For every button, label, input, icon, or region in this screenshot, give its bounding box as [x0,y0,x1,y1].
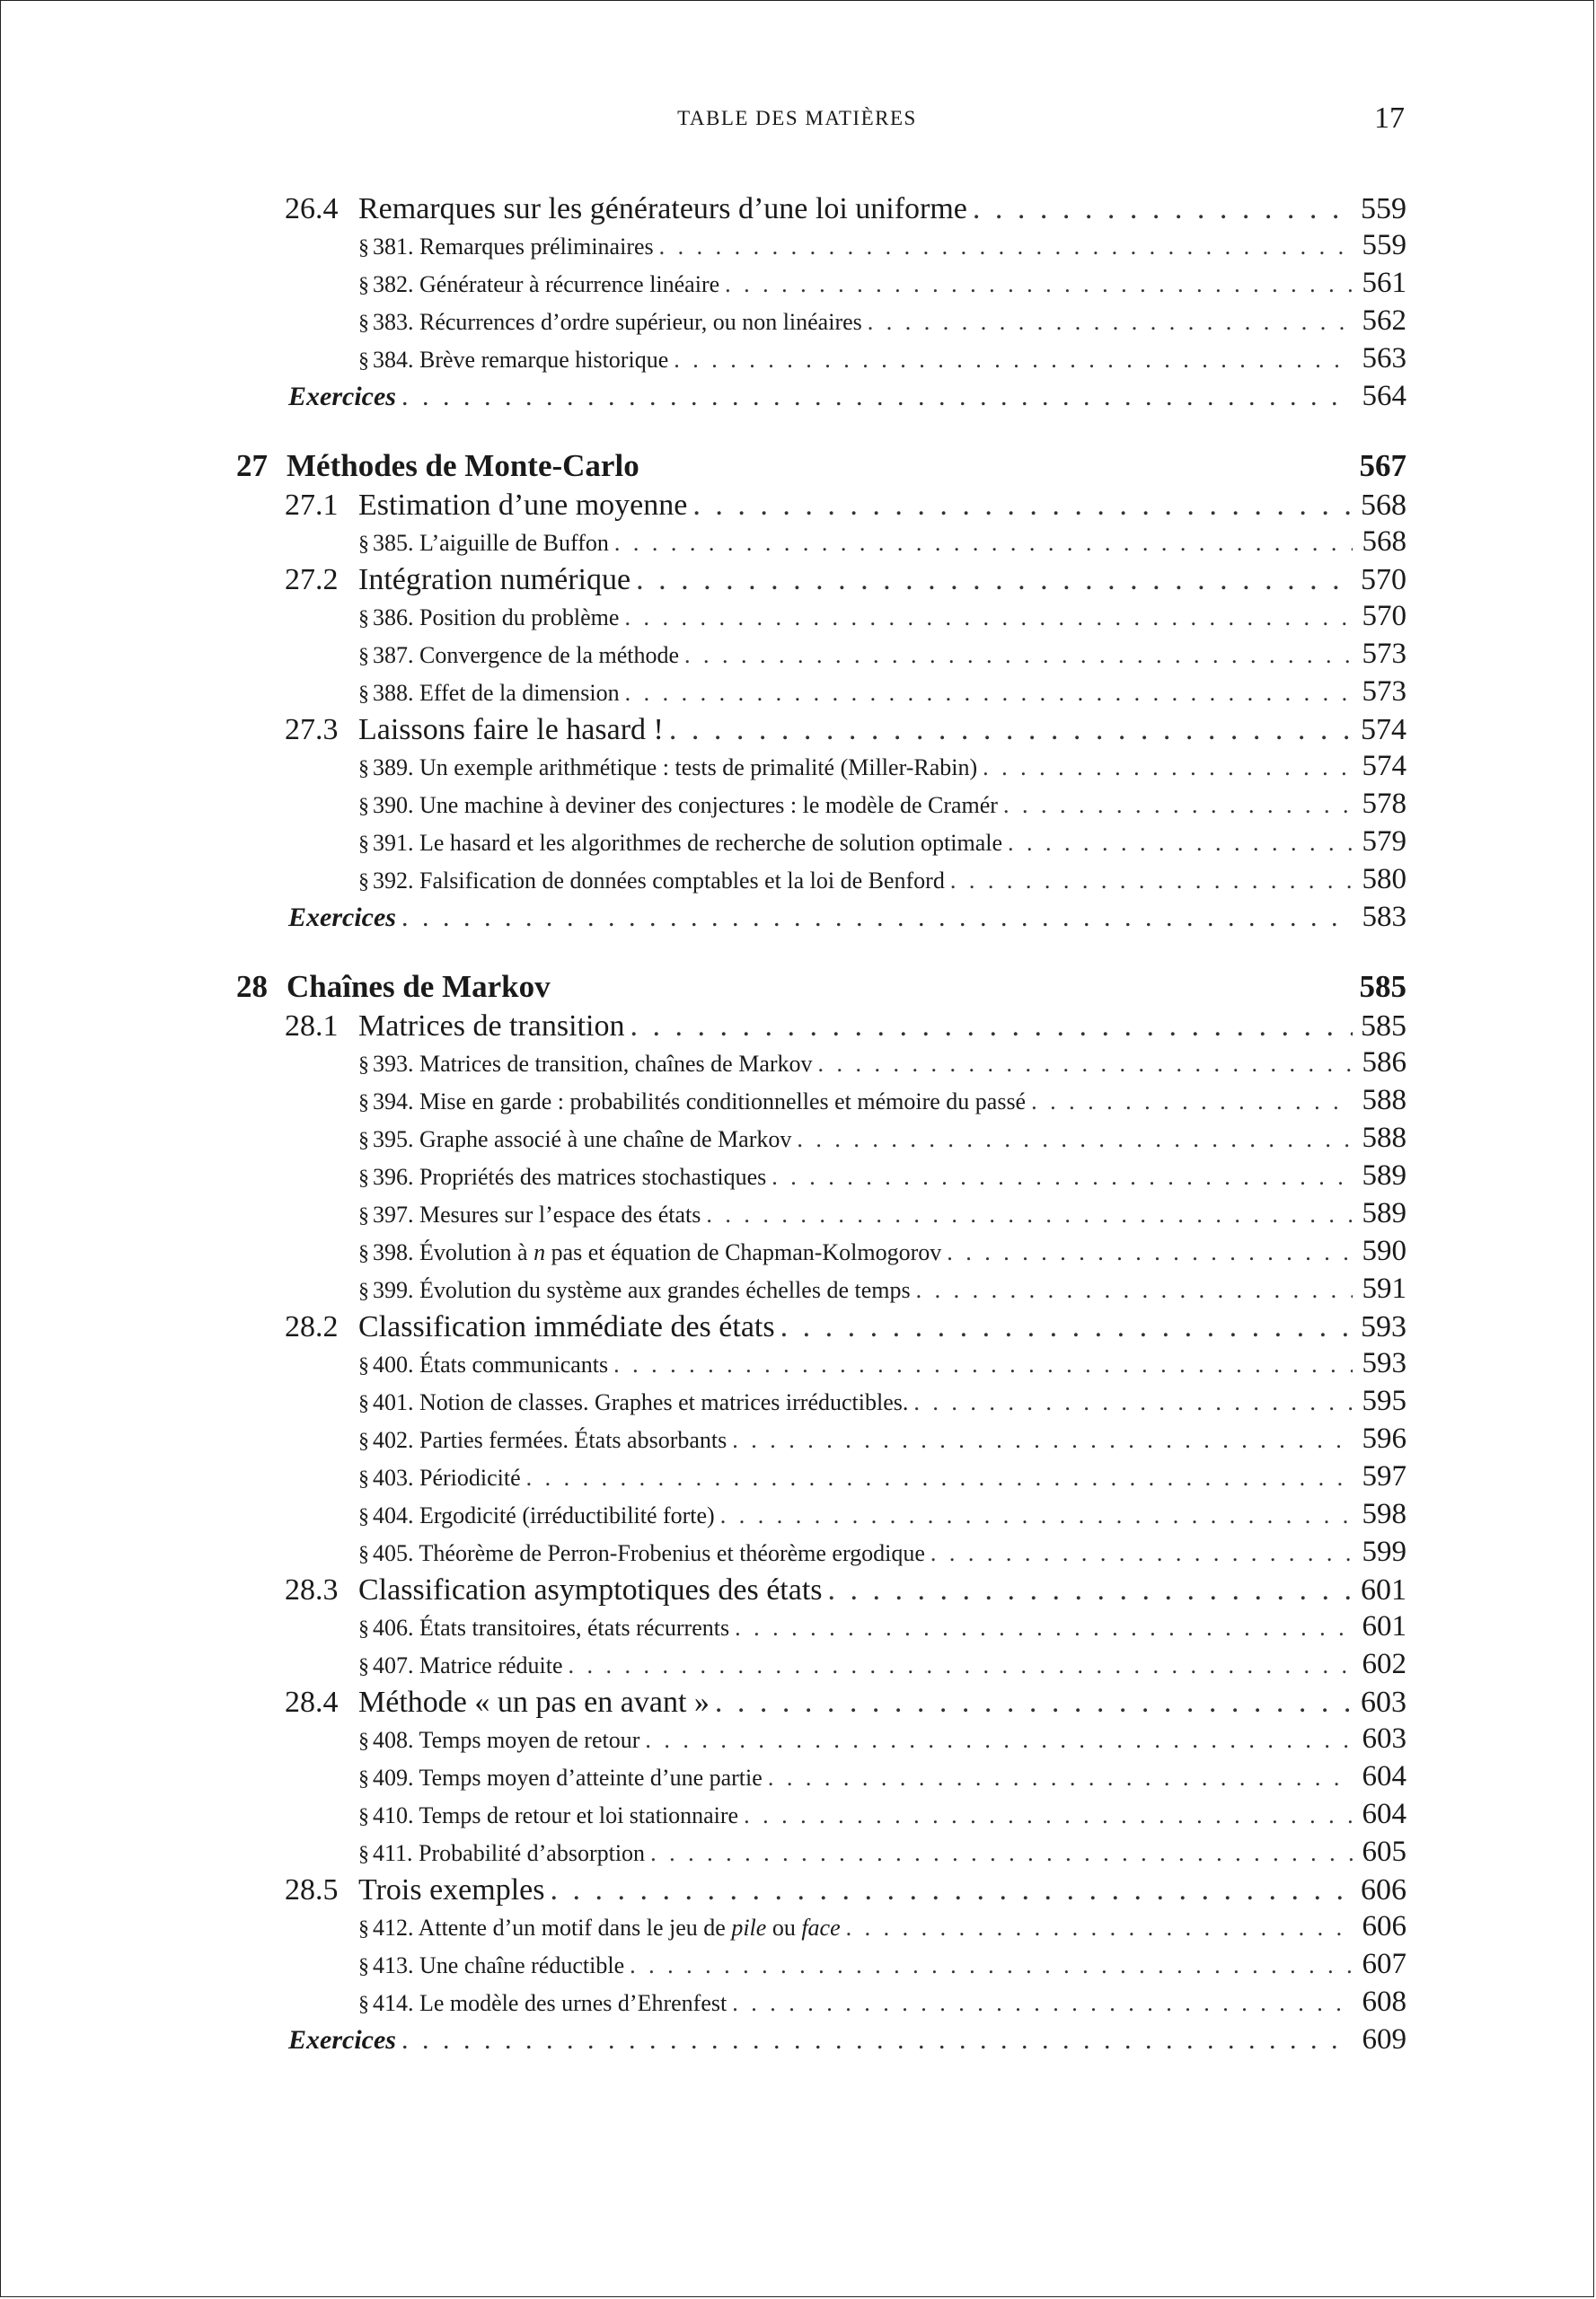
dot-leader [727,1427,1353,1454]
page-ref: 559 [1362,229,1406,261]
section-sign: § [358,1167,369,1190]
paragraph-title-start: 398. Évolution à [373,1239,534,1265]
paragraph-title: 393. Matrices de transition, chaînes de Markov [373,1051,813,1077]
paragraph-title: 387. Convergence de la méthode [373,642,680,668]
page-ref: 578 [1362,788,1406,820]
page-ref: 601 [1361,1573,1406,1607]
page-ref: 603 [1362,1722,1406,1755]
section-sign: § [358,533,369,556]
page-ref: 588 [1362,1084,1406,1116]
section-number: 28.2 [285,1310,339,1343]
page-ref: 568 [1362,525,1406,558]
toc-paragraph-409[interactable] [236,1760,1406,1798]
toc-section-28-4[interactable] [236,1686,1406,1722]
page-ref: 599 [1362,1536,1406,1568]
dot-leader [619,604,1353,631]
page-number: 17 [1374,101,1405,135]
section-sign: § [358,795,369,818]
section-sign: § [358,645,369,668]
dot-leader [620,680,1353,707]
paragraph-title: 410. Temps de retour et loi stationnaire [373,1802,739,1828]
paragraph-title-start: 412. Attente d’un motif dans le jeu de [373,1915,732,1941]
toc-paragraph-388[interactable] [236,675,1406,713]
toc-paragraph-402[interactable] [236,1423,1406,1460]
section-sign: § [358,1467,369,1491]
section-sign: § [358,1505,369,1528]
toc-chapter-27[interactable] [236,448,1406,489]
section-sign: § [358,349,369,373]
page-ref: 609 [1362,2023,1406,2056]
section-number: 28.1 [285,1009,339,1043]
emphasis-pile: pile [731,1915,767,1941]
page-ref: 574 [1361,713,1406,746]
dot-leader [727,1990,1353,2017]
page-ref: 595 [1362,1385,1406,1417]
paragraph-title: 413. Une chaîne réductible [373,1952,625,1978]
toc-section-27-2[interactable] [236,563,1406,600]
dot-leader [563,1652,1353,1679]
toc-paragraph-383[interactable] [236,304,1406,342]
toc-paragraph-393[interactable] [236,1046,1406,1084]
dot-leader [679,642,1353,669]
paragraph-title: 403. Périodicité [373,1465,521,1491]
page-ref: 585 [1359,969,1406,1004]
chapter-title: Chaînes de Markov [287,969,551,1004]
dot-leader [766,1164,1353,1191]
section-number: 28.3 [285,1573,339,1607]
toc-paragraph-397[interactable] [236,1197,1406,1235]
toc-paragraph-396[interactable] [236,1159,1406,1197]
toc-paragraph-389[interactable] [236,750,1406,788]
page-ref: 590 [1362,1235,1406,1267]
paragraph-title: 386. Position du problème [373,604,620,630]
page-ref: 585 [1361,1009,1406,1043]
running-head [1,101,1593,137]
section-sign: § [358,757,369,780]
page-ref: 568 [1361,489,1406,522]
dot-leader [977,754,1353,781]
toc-paragraph-408[interactable] [236,1722,1406,1760]
section-title: Trois exemples [358,1873,545,1907]
toc-paragraph-381[interactable] [236,229,1406,267]
dot-leader [701,1202,1353,1229]
toc-paragraph-390[interactable] [236,788,1406,825]
toc-paragraph-414[interactable] [236,1986,1406,2023]
dot-leader [945,868,1353,894]
page-ref: 604 [1362,1798,1406,1830]
section-sign: § [358,1917,369,1941]
section-number: 27.2 [285,563,339,596]
toc-paragraph-391[interactable] [236,825,1406,863]
toc-paragraph-386[interactable] [236,600,1406,638]
section-sign: § [358,1242,369,1265]
dot-leader [624,1009,1353,1044]
page-ref: 606 [1361,1873,1406,1907]
chapter-number: 28 [236,969,268,1004]
page-ref: 598 [1362,1498,1406,1530]
section-sign: § [358,607,369,630]
dot-leader [521,1465,1353,1492]
toc-paragraph-405[interactable] [236,1536,1406,1573]
section-sign: § [358,832,369,856]
dot-leader [654,233,1353,260]
page-ref: 564 [1362,380,1406,412]
dot-leader [729,1615,1353,1642]
section-sign: § [358,1655,369,1678]
dot-leader [544,1873,1353,1907]
section-title: Remarques sur les générateurs d’une loi uniforme [358,192,967,225]
section-title: Matrices de transition [358,1009,625,1043]
dot-leader [967,192,1353,226]
dot-leader [710,1686,1353,1720]
toc-paragraph-398[interactable] [236,1235,1406,1273]
chapter-title: Méthodes de Monte-Carlo [287,448,639,483]
paragraph-title: 400. États communicants [373,1352,609,1378]
dot-leader [841,1915,1353,1942]
toc-paragraph-413[interactable] [236,1948,1406,1986]
toc-paragraph-392[interactable] [236,863,1406,901]
section-number: 26.4 [285,192,339,225]
page-ref: 603 [1361,1686,1406,1719]
toc-section-28-2[interactable] [236,1310,1406,1347]
toc-exercises-26[interactable] [236,380,1406,418]
section-sign: § [358,1354,369,1378]
section-sign: § [358,1843,369,1866]
section-title: Laissons faire le hasard ! [358,713,664,746]
toc-paragraph-403[interactable] [236,1460,1406,1498]
dot-leader [630,563,1353,597]
paragraph-title: 381. Remarques préliminaires [373,233,654,260]
page-ref: 606 [1362,1910,1406,1942]
dot-leader [763,1765,1353,1792]
emphasis-face: face [801,1915,841,1941]
dot-leader [862,309,1353,336]
section-title: Estimation d’une moyenne [358,489,688,522]
dot-leader [998,792,1353,819]
paragraph-title: 402. Parties fermées. États absorbants [373,1427,727,1453]
toc-chapter-28[interactable] [236,969,1406,1009]
toc-paragraph-412[interactable] [236,1910,1406,1948]
page-ref: 573 [1362,638,1406,670]
dot-leader [925,1540,1353,1567]
page-ref: 561 [1362,267,1406,299]
dot-leader [609,530,1353,557]
paragraph-title: 385. L’aiguille de Buffon [373,530,609,556]
section-sign: § [358,1091,369,1114]
section-sign: § [358,1805,369,1828]
page-ref: 604 [1362,1760,1406,1793]
dot-leader [791,1126,1353,1153]
toc-section-28-1[interactable] [236,1009,1406,1046]
section-title: Intégration numérique [358,563,631,596]
dot-leader [719,271,1353,298]
page-ref: 597 [1362,1460,1406,1493]
toc-paragraph-382[interactable] [236,267,1406,304]
page-ref: 589 [1362,1197,1406,1229]
dot-leader [715,1502,1353,1529]
section-number: 28.5 [285,1873,339,1907]
paragraph-title: 390. Une machine à deviner des conjectures : le modèle de Cramér [373,792,998,818]
dot-leader [908,1389,1353,1416]
section-number: 28.4 [285,1686,339,1719]
section-title: Classification asymptotiques des états [358,1573,823,1607]
paragraph-title: 408. Temps moyen de retour [373,1727,640,1753]
dot-leader [608,1352,1353,1379]
page-ref: 579 [1362,825,1406,858]
section-title: Classification immédiate des états [358,1310,775,1343]
page-ref: 605 [1362,1836,1406,1868]
paragraph-title-mid: ou [766,1915,802,1941]
paragraph-title: 383. Récurrences d’ordre supérieur, ou non linéaires [373,309,862,335]
dot-leader [668,347,1353,374]
page-ref: 608 [1362,1986,1406,2018]
paragraph-title: 391. Le hasard et les algorithmes de recherche de solution optimale [373,830,1003,856]
page-ref: 607 [1362,1948,1406,1980]
page-ref: 588 [1362,1122,1406,1154]
toc-section-27-1[interactable] [236,489,1406,525]
toc-paragraph-401[interactable] [236,1385,1406,1423]
page-ref: 570 [1362,600,1406,632]
page-ref: 602 [1362,1648,1406,1680]
dot-leader [624,1952,1353,1979]
section-sign: § [358,1730,369,1753]
dot-leader [911,1277,1353,1304]
dot-leader [1026,1088,1353,1115]
toc-paragraph-410[interactable] [236,1798,1406,1836]
dot-leader [941,1239,1353,1266]
section-sign: § [358,1955,369,1978]
dot-leader [775,1310,1353,1344]
paragraph-title: 407. Matrice réduite [373,1652,563,1678]
section-sign: § [358,1204,369,1228]
dot-leader [687,489,1353,523]
dot-leader [396,2025,1353,2056]
toc-paragraph-399[interactable] [236,1273,1406,1310]
dot-leader [813,1051,1353,1078]
page-ref: 580 [1362,863,1406,895]
toc-paragraph-400[interactable] [236,1347,1406,1385]
paragraph-title: 405. Théorème de Perron-Frobenius et théorème ergodique [373,1540,925,1566]
paragraph-title: 414. Le modèle des urnes d’Ehrenfest [373,1990,727,2016]
paragraph-title: 404. Ergodicité (irréductibilité forte) [373,1502,715,1528]
exercises-label: Exercices [288,382,396,411]
toc-paragraph-394[interactable] [236,1084,1406,1122]
paragraph-title: 384. Brève remarque historique [373,347,669,373]
section-sign: § [358,1053,369,1077]
section-sign: § [358,1993,369,2016]
section-sign: § [358,1617,369,1641]
toc-paragraph-407[interactable] [236,1648,1406,1686]
section-number: 27.1 [285,489,339,522]
page-ref: 601 [1362,1610,1406,1643]
page-ref: 570 [1361,563,1406,596]
paragraph-title: 382. Générateur à récurrence linéaire [373,271,720,297]
page-ref: 563 [1362,342,1406,374]
paragraph-title: 406. États transitoires, états récurrents [373,1615,730,1641]
toc-paragraph-385[interactable] [236,525,1406,563]
section-title: Méthode « un pas en avant » [358,1686,710,1719]
page-ref: 593 [1361,1310,1406,1343]
paragraph-title: 397. Mesures sur l’espace des états [373,1202,701,1228]
page-ref: 574 [1362,750,1406,782]
math-variable-n: n [533,1239,546,1265]
paragraph-title: 389. Un exemple arithmétique : tests de primalité (Miller-Rabin) [373,754,978,780]
paragraph-title: 411. Probabilité d’absorption [373,1840,646,1866]
running-title: TABLE DES MATIÈRES [677,107,917,129]
paragraph-title-end: pas et équation de Chapman-Kolmogorov [545,1239,942,1265]
toc-exercises-28[interactable] [236,2023,1406,2061]
toc-section-28-5[interactable] [236,1873,1406,1910]
section-sign: § [358,1129,369,1152]
toc-paragraph-395[interactable] [236,1122,1406,1159]
toc-section-28-3[interactable] [236,1573,1406,1610]
page-ref: 589 [1362,1159,1406,1192]
toc-paragraph-411[interactable] [236,1836,1406,1873]
page-ref: 567 [1359,448,1406,483]
dot-leader [396,382,1353,412]
dot-leader [664,713,1353,747]
section-sign: § [358,1543,369,1566]
toc-section-27-3[interactable] [236,713,1406,750]
page-ref: 583 [1362,901,1406,933]
page-ref: 559 [1361,192,1406,225]
section-sign: § [358,1392,369,1415]
toc-section-26-4[interactable] [236,192,1406,229]
page-ref: 593 [1362,1347,1406,1379]
paragraph-title: 395. Graphe associé à une chaîne de Markov [373,1126,792,1152]
paragraph-title: 399. Évolution du système aux grandes échelles de temps [373,1277,911,1303]
exercises-label: Exercices [288,903,396,932]
page-ref: 573 [1362,675,1406,708]
table-of-contents [236,192,1406,2061]
toc-paragraph-406[interactable] [236,1610,1406,1648]
section-number: 27.3 [285,713,339,746]
page-ref: 596 [1362,1423,1406,1455]
dot-leader [1002,830,1353,857]
toc-exercises-27[interactable] [236,901,1406,938]
toc-paragraph-387[interactable] [236,638,1406,675]
dot-leader [639,1727,1353,1754]
page-ref: 562 [1362,304,1406,337]
toc-paragraph-404[interactable] [236,1498,1406,1536]
exercises-label: Exercices [288,2025,396,2055]
section-sign: § [358,1430,369,1453]
section-sign: § [358,312,369,335]
section-sign: § [358,236,369,260]
section-sign: § [358,683,369,706]
paragraph-title: 396. Propriétés des matrices stochastiques [373,1164,767,1190]
dot-leader [738,1802,1353,1829]
section-sign: § [358,1280,369,1303]
dot-leader [396,903,1353,933]
paragraph-title: 401. Notion de classes. Graphes et matrices irréductibles. [373,1389,909,1415]
paragraph-title: 394. Mise en garde : probabilités conditionnelles et mémoire du passé [373,1088,1027,1114]
toc-paragraph-384[interactable] [236,342,1406,380]
dot-leader [823,1573,1353,1608]
section-sign: § [358,1767,369,1791]
dot-leader [645,1840,1353,1867]
paragraph-title: 409. Temps moyen d’atteinte d’une partie [373,1765,763,1791]
paragraph-title: 392. Falsification de données comptables et la loi de Benford [373,868,945,894]
chapter-number: 27 [236,448,268,483]
paragraph-title: 388. Effet de la dimension [373,680,620,706]
section-sign: § [358,870,369,894]
section-sign: § [358,274,369,297]
page-ref: 591 [1362,1273,1406,1305]
page-ref: 586 [1362,1046,1406,1079]
